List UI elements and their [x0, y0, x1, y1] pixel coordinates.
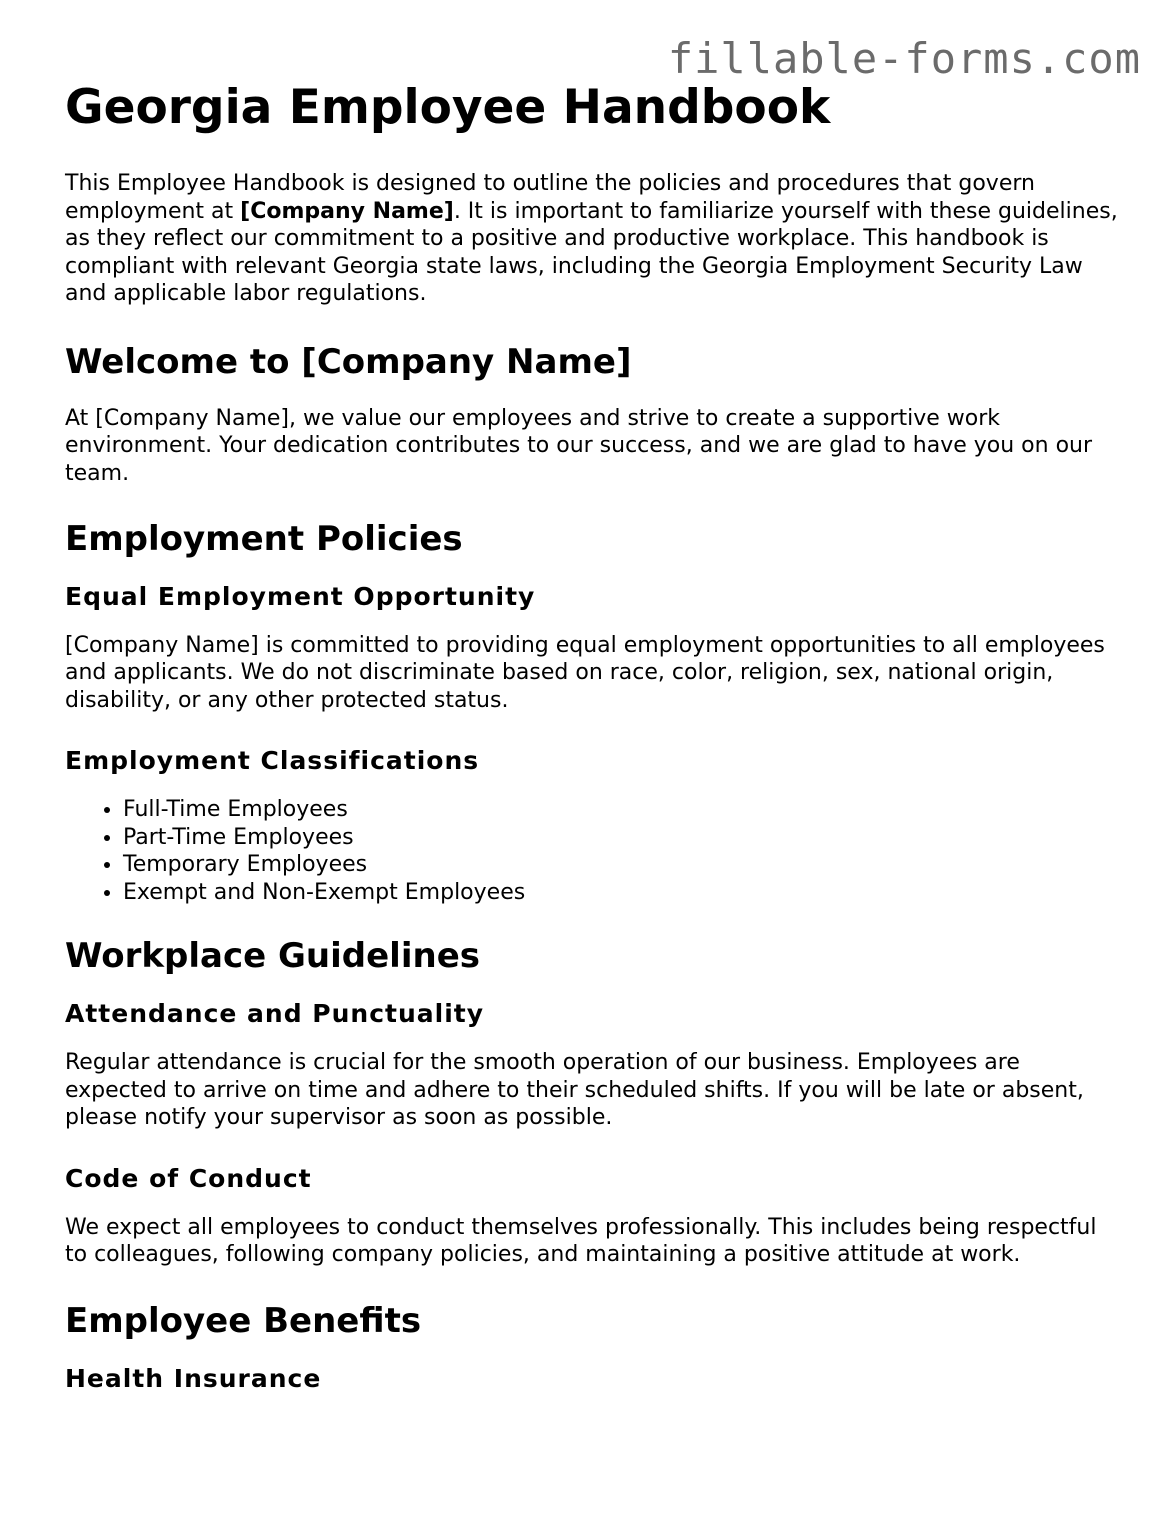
document-body	[65, 80, 1125, 1414]
eeo-paragraph: [Company Name] is committed to providing equal employment opportunities to all employees and applicants. We do not discriminate based on race, color, religion, sex, national origin, disability, or any other protected status.	[65, 632, 1105, 713]
eeo-heading: Equal Employment Opportunity	[65, 581, 536, 611]
attendance-paragraph: Regular attendance is crucial for the smooth operation of our business. Employees are expected to arrive on time and adhere to their scheduled shifts. If you will be late or absent, please notify your supervisor as soon as possible.	[65, 1050, 1084, 1131]
document-title: Georgia Employee Handbook	[65, 80, 831, 135]
intro-paragraph	[65, 170, 1125, 308]
employment-policies-heading: Employment Policies	[65, 519, 463, 560]
watermark: fillable-forms.com	[667, 34, 1141, 83]
intro-text-before: This Employee Handbook is designed to outline the policies and procedures that govern employment at	[65, 171, 1035, 224]
list-item: • Temporary Employees	[123, 851, 1125, 879]
company-name-placeholder: [Company Name]	[240, 198, 454, 224]
list-item: • Exempt and Non-Exempt Employees	[123, 879, 1125, 907]
workplace-guidelines-heading: Workplace Guidelines	[65, 936, 480, 977]
conduct-paragraph: We expect all employees to conduct themselves professionally. This includes being respectful to colleagues, following company policies, and maintaining a positive attitude at work.	[65, 1214, 1097, 1268]
classifications-heading: Employment Classifications	[65, 746, 480, 776]
intro-text-after: . It is important to familiarize yourself with these guidelines, as they reflect our commitment to a positive and productive workplace. This handbook is compliant with relevant Georgia state laws, including the Georgia Employment Security Law and applicable labor regulations.	[65, 198, 1118, 307]
conduct-heading: Code of Conduct	[65, 1163, 312, 1193]
welcome-paragraph: At [Company Name], we value our employees and strive to create a supportive work environment. Your dedication contributes to our success, and we are glad to have you on our team.	[65, 405, 1093, 486]
employee-benefits-heading: Employee Benefits	[65, 1300, 422, 1341]
health-insurance-heading: Health Insurance	[65, 1363, 322, 1393]
classifications-list	[65, 796, 1125, 906]
attendance-heading: Attendance and Punctuality	[65, 999, 485, 1029]
list-item: • Full-Time Employees	[123, 796, 1125, 824]
welcome-heading: Welcome to [Company Name]	[65, 341, 632, 382]
list-item: • Part-Time Employees	[123, 824, 1125, 852]
